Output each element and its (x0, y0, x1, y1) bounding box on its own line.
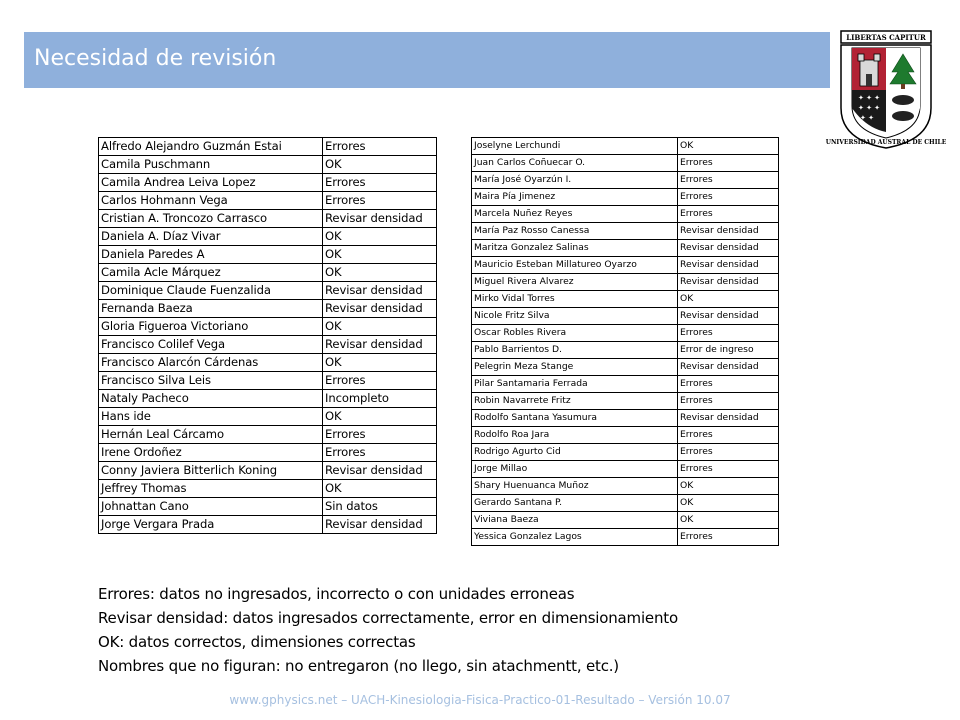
legend-no-figuran: Nombres que no figuran: no entregaron (no llego, sin atachmentt, etc.) (98, 657, 619, 675)
status-cell: Revisar densidad (678, 274, 779, 291)
status-cell: Errores (678, 393, 779, 410)
table-row (472, 155, 779, 172)
status-cell: OK (678, 138, 779, 155)
student-name-cell: Miguel Rivera Alvarez (472, 274, 678, 291)
table-row (99, 156, 437, 174)
student-name-cell: Nicole Fritz Silva (472, 308, 678, 325)
table-row (99, 282, 437, 300)
student-name-cell: Cristian A. Troncozo Carrasco (99, 210, 323, 228)
status-cell: OK (323, 354, 437, 372)
table-row (99, 426, 437, 444)
status-cell: Revisar densidad (323, 282, 437, 300)
student-name-cell: Rodrigo Agurto Cid (472, 444, 678, 461)
student-name-cell: Pelegrin Meza Stange (472, 359, 678, 376)
status-cell: Errores (323, 192, 437, 210)
student-name-cell: Irene Ordoñez (99, 444, 323, 462)
table-row (99, 462, 437, 480)
status-cell: Revisar densidad (323, 516, 437, 534)
status-cell: Revisar densidad (323, 336, 437, 354)
table-row (472, 359, 779, 376)
legend-revisar-densidad: Revisar densidad: datos ingresados correctamente, error en dimensionamiento (98, 609, 678, 627)
status-cell: OK (323, 228, 437, 246)
student-name-cell: María José Oyarzún I. (472, 172, 678, 189)
status-cell: Incompleto (323, 390, 437, 408)
student-name-cell: Camila Andrea Leiva Lopez (99, 174, 323, 192)
status-cell: Revisar densidad (678, 410, 779, 427)
status-cell: Error de ingreso (678, 342, 779, 359)
student-name-cell: Viviana Baeza (472, 512, 678, 529)
student-name-cell: Alfredo Alejandro Guzmán Estai (99, 138, 323, 156)
student-name-cell: Oscar Robles Rivera (472, 325, 678, 342)
status-cell: OK (678, 291, 779, 308)
student-name-cell: Jorge Millao (472, 461, 678, 478)
table-row (472, 512, 779, 529)
table-row (99, 210, 437, 228)
status-cell: Errores (678, 444, 779, 461)
table-row (99, 228, 437, 246)
status-cell: Errores (678, 427, 779, 444)
student-name-cell: Rodolfo Santana Yasumura (472, 410, 678, 427)
right-results-table (471, 137, 779, 546)
student-name-cell: Hans ide (99, 408, 323, 426)
status-cell: OK (323, 156, 437, 174)
table-row (99, 138, 437, 156)
student-name-cell: Francisco Colilef Vega (99, 336, 323, 354)
student-name-cell: Yessica Gonzalez Lagos (472, 529, 678, 546)
table-row (99, 390, 437, 408)
student-name-cell: Conny Javiera Bitterlich Koning (99, 462, 323, 480)
table-row (99, 246, 437, 264)
status-cell: Errores (678, 206, 779, 223)
student-name-cell: Francisco Silva Leis (99, 372, 323, 390)
status-cell: OK (678, 478, 779, 495)
university-crest-logo (825, 28, 947, 150)
student-name-cell: Maira Pía Jimenez (472, 189, 678, 206)
table-row (99, 480, 437, 498)
status-cell: Errores (678, 376, 779, 393)
left-results-table (98, 137, 437, 534)
student-name-cell: Gerardo Santana P. (472, 495, 678, 512)
status-cell: Revisar densidad (678, 223, 779, 240)
status-cell: Revisar densidad (323, 300, 437, 318)
status-cell: Revisar densidad (678, 257, 779, 274)
status-cell: Sin datos (323, 498, 437, 516)
student-name-cell: Daniela A. Díaz Vivar (99, 228, 323, 246)
table-row (472, 410, 779, 427)
student-name-cell: Marcela Nuñez Reyes (472, 206, 678, 223)
student-name-cell: Camila Puschmann (99, 156, 323, 174)
table-row (472, 427, 779, 444)
student-name-cell: Gloria Figueroa Victoriano (99, 318, 323, 336)
table-row (99, 336, 437, 354)
status-cell: Errores (323, 174, 437, 192)
page-title: Necesidad de revisión (34, 46, 277, 71)
footer: www.gphysics.net – UACH-Kinesiologia-Fisica-Practico-01-Resultado – Versión 10.07 (229, 693, 731, 707)
legend (98, 582, 798, 678)
student-name-cell: Fernanda Baeza (99, 300, 323, 318)
table-row (472, 291, 779, 308)
status-cell: Errores (678, 325, 779, 342)
legend-errores: Errores: datos no ingresados, incorrecto o con unidades erroneas (98, 585, 575, 603)
table-row (472, 461, 779, 478)
table-row (99, 264, 437, 282)
student-name-cell: Francisco Alarcón Cárdenas (99, 354, 323, 372)
svg-text:✦ ✦: ✦ ✦ (860, 114, 874, 122)
status-cell: Revisar densidad (678, 359, 779, 376)
table-row (99, 354, 437, 372)
student-name-cell: Maritza Gonzalez Salinas (472, 240, 678, 257)
table-row (99, 372, 437, 390)
table-row (472, 189, 779, 206)
status-cell: OK (323, 264, 437, 282)
svg-text:UNIVERSIDAD AUSTRAL DE CHILE: UNIVERSIDAD AUSTRAL DE CHILE (825, 139, 947, 146)
student-name-cell: Mauricio Esteban Millatureo Oyarzo (472, 257, 678, 274)
status-cell: Revisar densidad (678, 308, 779, 325)
legend-ok: OK: datos correctos, dimensiones correctas (98, 633, 416, 651)
status-cell: OK (323, 318, 437, 336)
status-cell: Revisar densidad (678, 240, 779, 257)
table-row (472, 478, 779, 495)
student-name-cell: Joselyne Lerchundi (472, 138, 678, 155)
student-name-cell: Jorge Vergara Prada (99, 516, 323, 534)
student-name-cell: Dominique Claude Fuenzalida (99, 282, 323, 300)
student-name-cell: María Paz Rosso Canessa (472, 223, 678, 240)
svg-text:✦ ✦ ✦: ✦ ✦ ✦ (858, 104, 881, 112)
student-name-cell: Robin Navarrete Fritz (472, 393, 678, 410)
table-row (472, 325, 779, 342)
title-bar (24, 32, 830, 88)
student-name-cell: Hernán Leal Cárcamo (99, 426, 323, 444)
student-name-cell: Nataly Pacheco (99, 390, 323, 408)
status-cell: OK (323, 408, 437, 426)
student-name-cell: Pilar Santamaria Ferrada (472, 376, 678, 393)
table-row (99, 174, 437, 192)
table-row (99, 498, 437, 516)
status-cell: OK (678, 512, 779, 529)
student-name-cell: Rodolfo Roa Jara (472, 427, 678, 444)
table-row (99, 300, 437, 318)
table-row (472, 444, 779, 461)
status-cell: Errores (678, 189, 779, 206)
status-cell: Errores (323, 426, 437, 444)
status-cell: Errores (678, 461, 779, 478)
table-row (472, 393, 779, 410)
table-row (472, 172, 779, 189)
table-row (99, 318, 437, 336)
table-row (472, 308, 779, 325)
student-name-cell: Carlos Hohmann Vega (99, 192, 323, 210)
table-row (472, 223, 779, 240)
student-name-cell: Daniela Paredes A (99, 246, 323, 264)
student-name-cell: Juan Carlos Coñuecar O. (472, 155, 678, 172)
table-row (472, 257, 779, 274)
status-cell: OK (323, 246, 437, 264)
table-row (472, 342, 779, 359)
status-cell: Revisar densidad (323, 210, 437, 228)
table-row (472, 206, 779, 223)
table-row (472, 495, 779, 512)
student-name-cell: Pablo Barrientos D. (472, 342, 678, 359)
table-row (472, 376, 779, 393)
table-row (472, 138, 779, 155)
table-row (99, 516, 437, 534)
status-cell: OK (323, 480, 437, 498)
status-cell: Errores (323, 138, 437, 156)
student-name-cell: Camila Acle Márquez (99, 264, 323, 282)
table-row (99, 444, 437, 462)
svg-text:LIBERTAS CAPITUR: LIBERTAS CAPITUR (846, 33, 926, 42)
status-cell: Errores (678, 529, 779, 546)
status-cell: Revisar densidad (323, 462, 437, 480)
student-name-cell: Mirko Vidal Torres (472, 291, 678, 308)
student-name-cell: Johnattan Cano (99, 498, 323, 516)
table-row (472, 529, 779, 546)
table-row (472, 240, 779, 257)
status-cell: Errores (323, 444, 437, 462)
svg-text:✦ ✦ ✦: ✦ ✦ ✦ (858, 94, 881, 102)
table-row (99, 408, 437, 426)
table-row (472, 274, 779, 291)
status-cell: Errores (678, 172, 779, 189)
table-row (99, 192, 437, 210)
student-name-cell: Jeffrey Thomas (99, 480, 323, 498)
student-name-cell: Shary Huenuanca Muñoz (472, 478, 678, 495)
status-cell: Errores (323, 372, 437, 390)
status-cell: Errores (678, 155, 779, 172)
status-cell: OK (678, 495, 779, 512)
